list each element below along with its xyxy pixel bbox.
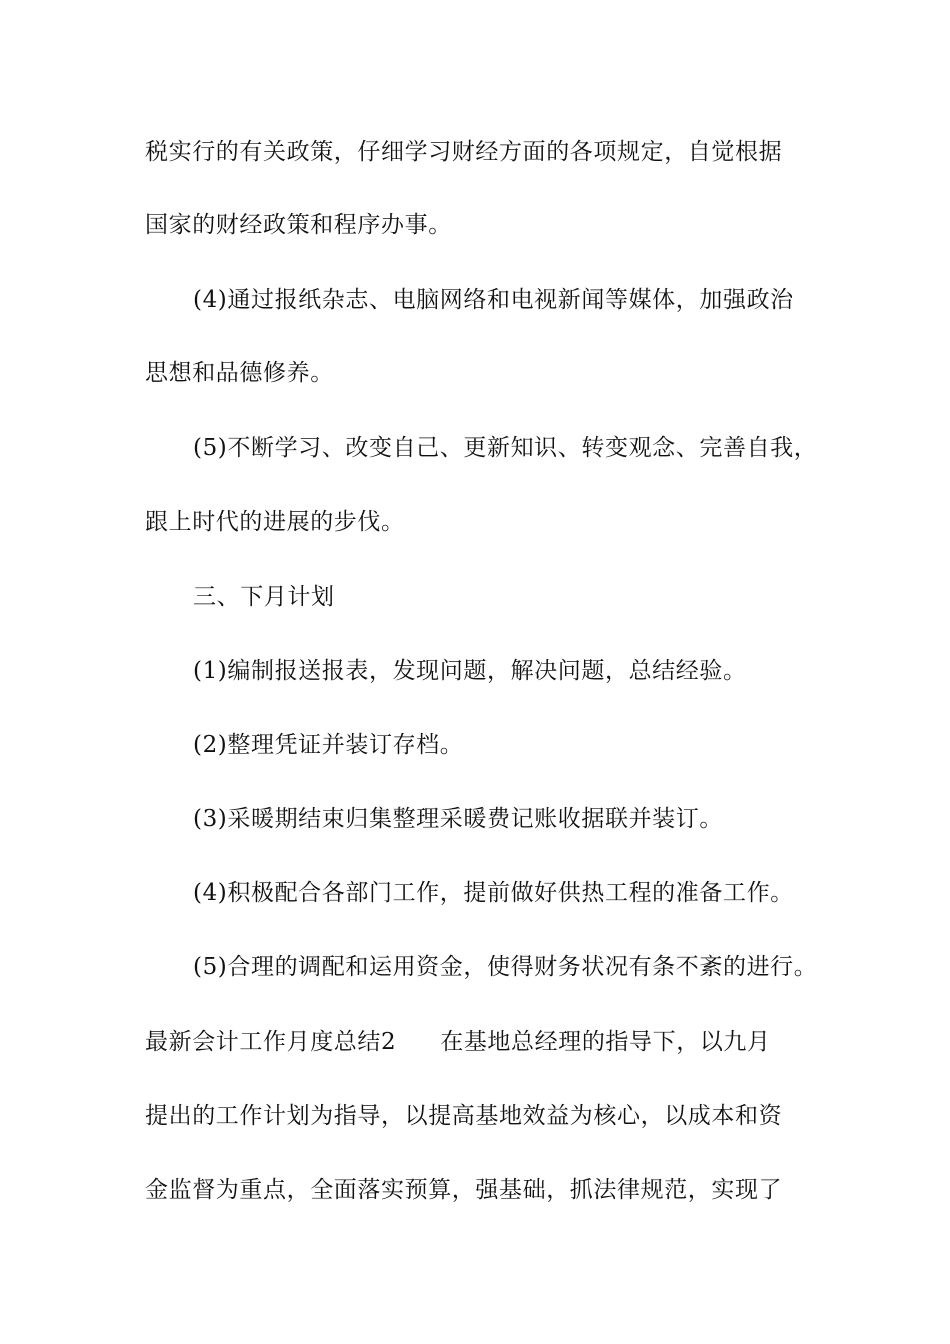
paragraph-line: (4)通过报纸杂志、电脑网络和电视新闻等媒体，加强政治 (193, 287, 794, 313)
list-item: (1)编制报送报表，发现问题，解决问题，总结经验。 (193, 658, 747, 684)
paragraph-line: (5)不断学习、改变自己、更新知识、转变观念、完善自我， (193, 435, 818, 461)
list-item: (3)采暖期结束归集整理采暖费记账收据联并装订。 (193, 806, 723, 832)
paragraph-line: 跟上时代的进展的步伐。 (145, 509, 405, 535)
paragraph-line: 金监督为重点，全面落实预算，强基础，抓法律规范，实现了 (145, 1177, 783, 1203)
list-item: (4)积极配合各部门工作，提前做好供热工程的准备工作。 (193, 880, 794, 906)
list-item: (2)整理凭证并装订存档。 (193, 732, 464, 758)
summary-intro: 在基地总经理的指导下，以九月 (440, 1029, 771, 1055)
list-item: (5)合理的调配和运用资金，使得财务状况有条不紊的进行。 (193, 954, 818, 980)
summary-heading-line (145, 1027, 825, 1057)
summary-title: 最新会计工作月度总结2 (145, 1029, 397, 1055)
paragraph-line: 思想和品德修养。 (145, 360, 334, 386)
paragraph-line: 提出的工作计划为指导，以提高基地效益为核心，以成本和资 (145, 1103, 783, 1129)
paragraph-line: 税实行的有关政策，仔细学习财经方面的各项规定，自觉根据 (145, 139, 783, 165)
paragraph-line: 国家的财经政策和程序办事。 (145, 212, 452, 238)
section-heading: 三、下月计划 (193, 584, 335, 610)
